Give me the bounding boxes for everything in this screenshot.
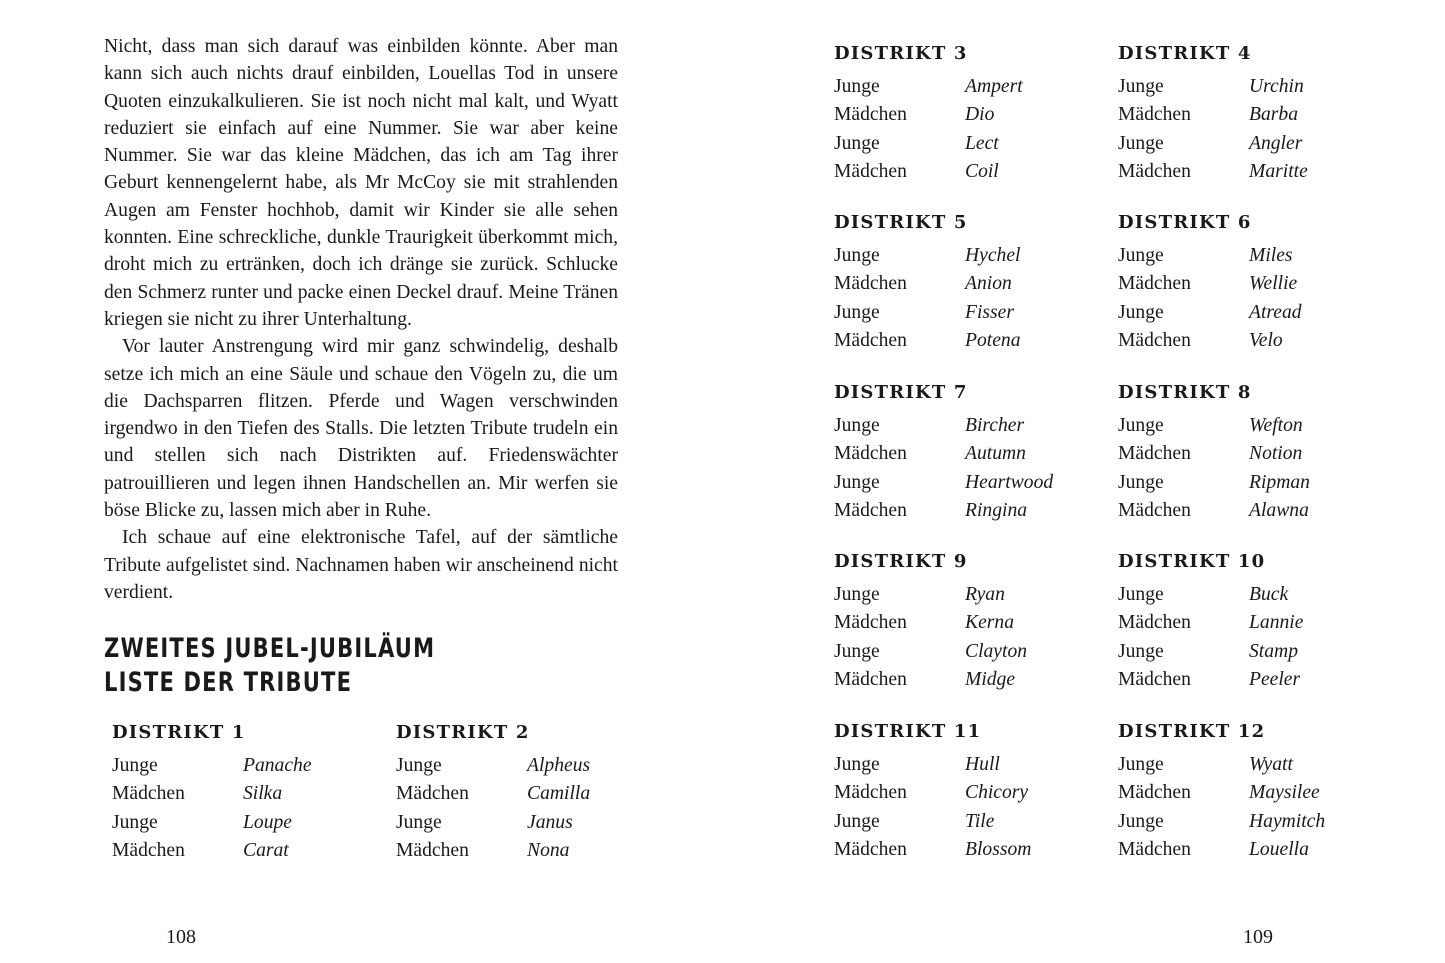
tribute-name: Coil <box>965 160 999 182</box>
tribute-row <box>396 837 656 865</box>
tribute-row <box>834 779 1094 807</box>
district-title: DISTRIKT 1 <box>112 722 246 743</box>
tribute-row <box>1118 808 1378 836</box>
tribute-gender: Junge <box>1118 301 1164 323</box>
tribute-name: Heartwood <box>965 471 1054 493</box>
tribute-name: Wyatt <box>1249 754 1293 775</box>
tribute-gender: Mädchen <box>1118 782 1191 804</box>
tribute-name: Anion <box>965 273 1012 295</box>
tribute-row <box>1118 836 1378 864</box>
tribute-row <box>834 666 1094 694</box>
tribute-row <box>112 780 372 808</box>
tribute-name: Urchin <box>1249 76 1304 97</box>
district-title: DISTRIKT 9 <box>834 551 968 572</box>
tribute-name: Maysilee <box>1249 782 1320 804</box>
tribute-gender: Mädchen <box>1118 273 1191 295</box>
tribute-row <box>396 752 656 780</box>
tribute-gender: Mädchen <box>1118 612 1191 634</box>
tribute-name: Janus <box>527 811 573 833</box>
district-title: DISTRIKT 6 <box>1118 212 1252 233</box>
district-block-7 <box>834 382 1094 525</box>
tribute-gender: Mädchen <box>834 273 907 295</box>
tribute-gender: Junge <box>112 755 158 776</box>
tribute-gender: Junge <box>396 755 442 776</box>
tribute-name: Alawna <box>1249 499 1309 521</box>
district-block-4 <box>1118 43 1378 186</box>
tribute-gender: Mädchen <box>396 839 469 861</box>
tribute-name: Ampert <box>965 76 1023 97</box>
tribute-gender: Junge <box>1118 810 1164 832</box>
tribute-name: Camilla <box>527 783 591 805</box>
tribute-row <box>834 101 1094 129</box>
tribute-name: Kerna <box>965 612 1014 634</box>
tribute-gender: Junge <box>1118 584 1164 605</box>
tribute-name: Dio <box>965 104 995 126</box>
tribute-row <box>1118 751 1378 779</box>
district-block-3 <box>834 43 1094 186</box>
tribute-row <box>1118 666 1378 694</box>
tribute-gender: Junge <box>834 301 880 323</box>
tribute-name: Angler <box>1249 132 1303 154</box>
tribute-gender: Mädchen <box>1118 104 1191 126</box>
tribute-gender: Junge <box>112 811 158 833</box>
district-title: DISTRIKT 2 <box>396 722 530 743</box>
heading-line-2: LISTE DER TRIBUTE <box>104 667 353 698</box>
district-title: DISTRIKT 5 <box>834 212 968 233</box>
tribute-gender: Mädchen <box>112 839 185 861</box>
tribute-name: Loupe <box>243 811 292 833</box>
tribute-name: Alpheus <box>527 755 591 776</box>
tribute-name: Autumn <box>965 443 1026 465</box>
tribute-gender: Junge <box>1118 76 1164 97</box>
tribute-row <box>834 440 1094 468</box>
district-title: DISTRIKT 3 <box>834 43 968 64</box>
tribute-row <box>834 469 1094 497</box>
tribute-gender: Junge <box>834 810 880 832</box>
tribute-row <box>1118 158 1378 186</box>
tribute-row <box>1118 609 1378 637</box>
tribute-row <box>834 158 1094 186</box>
tribute-gender: Junge <box>834 245 880 266</box>
tribute-gender: Mädchen <box>834 612 907 634</box>
tribute-row <box>834 73 1094 101</box>
tribute-name: Wefton <box>1249 415 1303 436</box>
tribute-name: Midge <box>965 668 1016 690</box>
tribute-name: Nona <box>527 839 570 861</box>
district-block-2 <box>396 722 656 865</box>
district-block-12 <box>1118 721 1378 864</box>
district-title: DISTRIKT 8 <box>1118 382 1252 403</box>
tribute-gender: Mädchen <box>1118 160 1191 182</box>
tribute-name: Buck <box>1249 584 1289 605</box>
tribute-row <box>834 327 1094 355</box>
tribute-name: Silka <box>243 783 283 805</box>
body-text <box>104 33 618 606</box>
tribute-row <box>1118 412 1378 440</box>
tribute-row <box>834 581 1094 609</box>
district-block-1 <box>112 722 372 865</box>
tribute-gender: Mädchen <box>1118 668 1191 690</box>
tribute-row <box>1118 581 1378 609</box>
tribute-row <box>1118 242 1378 270</box>
tribute-row <box>1118 73 1378 101</box>
tribute-name: Ringina <box>965 499 1028 521</box>
tribute-row <box>1118 299 1378 327</box>
district-block-5 <box>834 212 1094 355</box>
tribute-gender: Mädchen <box>112 783 185 805</box>
tribute-row <box>1118 638 1378 666</box>
tribute-row <box>834 242 1094 270</box>
tribute-row <box>834 130 1094 158</box>
tribute-gender: Mädchen <box>396 783 469 805</box>
tribute-row <box>1118 779 1378 807</box>
tribute-gender: Junge <box>834 471 880 493</box>
tribute-gender: Junge <box>834 76 880 97</box>
tribute-gender: Junge <box>1118 415 1164 436</box>
paragraph: Vor lauter Anstrengung wird mir ganz schwindelig, deshalb setze ich mich an eine Säule und schaue den Vögeln zu, die um die Dachsparren flitzen. Pferde und Wagen verschwinden irgendwo in den Tiefen des Stalls. Die letzten Tribute trudeln ein und stellen sich nach Distrikten auf. Friedenswächter patrouillieren und legen ihnen Handschellen an. Mir werfen sie böse Blicke zu, lassen mich aber in Ruhe. <box>104 336 618 522</box>
tribute-row <box>1118 130 1378 158</box>
tribute-gender: Junge <box>1118 132 1164 154</box>
tribute-row <box>112 752 372 780</box>
tribute-gender: Mädchen <box>834 443 907 465</box>
tribute-name: Blossom <box>965 838 1032 860</box>
tribute-name: Haymitch <box>1249 810 1326 832</box>
tribute-gender: Mädchen <box>1118 499 1191 521</box>
tribute-gender: Mädchen <box>834 838 907 860</box>
tribute-row <box>834 270 1094 298</box>
district-title: DISTRIKT 11 <box>834 721 982 742</box>
tribute-gender: Mädchen <box>1118 443 1191 465</box>
district-block-6 <box>1118 212 1378 355</box>
tribute-gender: Mädchen <box>834 782 907 804</box>
tribute-gender: Mädchen <box>1118 838 1191 860</box>
district-title: DISTRIKT 4 <box>1118 43 1252 64</box>
left-page <box>0 0 722 963</box>
tribute-name: Potena <box>965 329 1021 351</box>
tribute-name: Bircher <box>965 415 1025 436</box>
tribute-row <box>834 299 1094 327</box>
paragraph: Nicht, dass man sich darauf was einbilden könnte. Aber man kann sich auch nichts drauf einbilden, Louellas Tod in unsere Quoten einzukalkulieren. Sie ist noch nicht mal kalt, und Wyatt reduziert sie einfach auf eine Nummer. Sie war aber keine Nummer. Sie war das kleine Mädchen, das ich am Tag ihrer Geburt kennengelernt habe, als Mr McCoy sie mit strahlenden Augen am Fenster hochhob, damit wir Kinder sie alle sehen konnten. Eine schreckliche, dunkle Traurigkeit überkommt mich, droht mich zu ertränken, doch ich dränge sie zurück. Schlucke den Schmerz runter und packe einen Deckel drauf. Meine Tränen kriegen sie nicht zu ihrer Unterhaltung. <box>104 36 618 330</box>
tribute-name: Tile <box>965 810 995 832</box>
page-number: 108 <box>166 926 196 948</box>
tribute-row <box>834 412 1094 440</box>
tribute-row <box>1118 101 1378 129</box>
district-block-10 <box>1118 551 1378 694</box>
tribute-name: Ripman <box>1249 471 1310 493</box>
tribute-row <box>834 497 1094 525</box>
right-page <box>722 0 1445 963</box>
district-block-9 <box>834 551 1094 694</box>
district-block-8 <box>1118 382 1378 525</box>
tribute-name: Panache <box>243 755 312 776</box>
tribute-gender: Mädchen <box>834 104 907 126</box>
district-title: DISTRIKT 10 <box>1118 551 1266 572</box>
tribute-row <box>834 808 1094 836</box>
tribute-row <box>1118 270 1378 298</box>
district-block-11 <box>834 721 1094 864</box>
tribute-gender: Junge <box>834 640 880 662</box>
tribute-gender: Junge <box>396 811 442 833</box>
tribute-name: Louella <box>1249 838 1309 860</box>
tribute-name: Lannie <box>1249 612 1304 634</box>
tribute-name: Chicory <box>965 782 1029 804</box>
section-heading <box>104 632 435 700</box>
tribute-name: Fisser <box>965 301 1014 323</box>
tribute-name: Atread <box>1249 301 1302 323</box>
tribute-name: Hychel <box>965 245 1021 266</box>
tribute-gender: Mädchen <box>834 668 907 690</box>
tribute-gender: Junge <box>1118 471 1164 493</box>
tribute-row <box>112 837 372 865</box>
tribute-row <box>834 609 1094 637</box>
tribute-gender: Junge <box>834 132 880 154</box>
tribute-row <box>396 809 656 837</box>
tribute-name: Lect <box>965 132 999 154</box>
tribute-gender: Mädchen <box>1118 329 1191 351</box>
tribute-name: Clayton <box>965 640 1028 662</box>
tribute-row <box>1118 327 1378 355</box>
tribute-name: Maritte <box>1249 160 1308 182</box>
tribute-row <box>396 780 656 808</box>
tribute-gender: Junge <box>1118 245 1164 266</box>
tribute-row <box>834 638 1094 666</box>
tribute-name: Stamp <box>1249 640 1298 662</box>
tribute-name: Ryan <box>965 584 1005 605</box>
tribute-name: Wellie <box>1249 273 1298 295</box>
tribute-name: Hull <box>965 754 1000 775</box>
tribute-gender: Junge <box>834 415 880 436</box>
tribute-gender: Mädchen <box>834 329 907 351</box>
tribute-row <box>834 836 1094 864</box>
district-title: DISTRIKT 12 <box>1118 721 1266 742</box>
paragraph: Ich schaue auf eine elektronische Tafel, auf der sämtliche Tribute aufgelistet sind. Nachnamen haben wir anscheinend nicht verdient. <box>104 527 618 603</box>
tribute-name: Notion <box>1249 443 1303 465</box>
tribute-row <box>834 751 1094 779</box>
heading-line-1: ZWEITES JUBEL-JUBILÄUM <box>104 633 436 664</box>
page-number: 109 <box>1243 926 1273 948</box>
tribute-gender: Junge <box>834 584 880 605</box>
tribute-gender: Mädchen <box>834 499 907 521</box>
tribute-gender: Junge <box>834 754 880 775</box>
tribute-name: Peeler <box>1249 668 1301 690</box>
tribute-gender: Junge <box>1118 754 1164 775</box>
tribute-row <box>112 809 372 837</box>
tribute-name: Carat <box>243 839 289 861</box>
district-title: DISTRIKT 7 <box>834 382 968 403</box>
tribute-row <box>1118 440 1378 468</box>
tribute-row <box>1118 469 1378 497</box>
tribute-name: Barba <box>1249 104 1298 126</box>
tribute-name: Velo <box>1249 329 1283 351</box>
tribute-row <box>1118 497 1378 525</box>
tribute-gender: Junge <box>1118 640 1164 662</box>
tribute-gender: Mädchen <box>834 160 907 182</box>
tribute-name: Miles <box>1249 245 1293 266</box>
